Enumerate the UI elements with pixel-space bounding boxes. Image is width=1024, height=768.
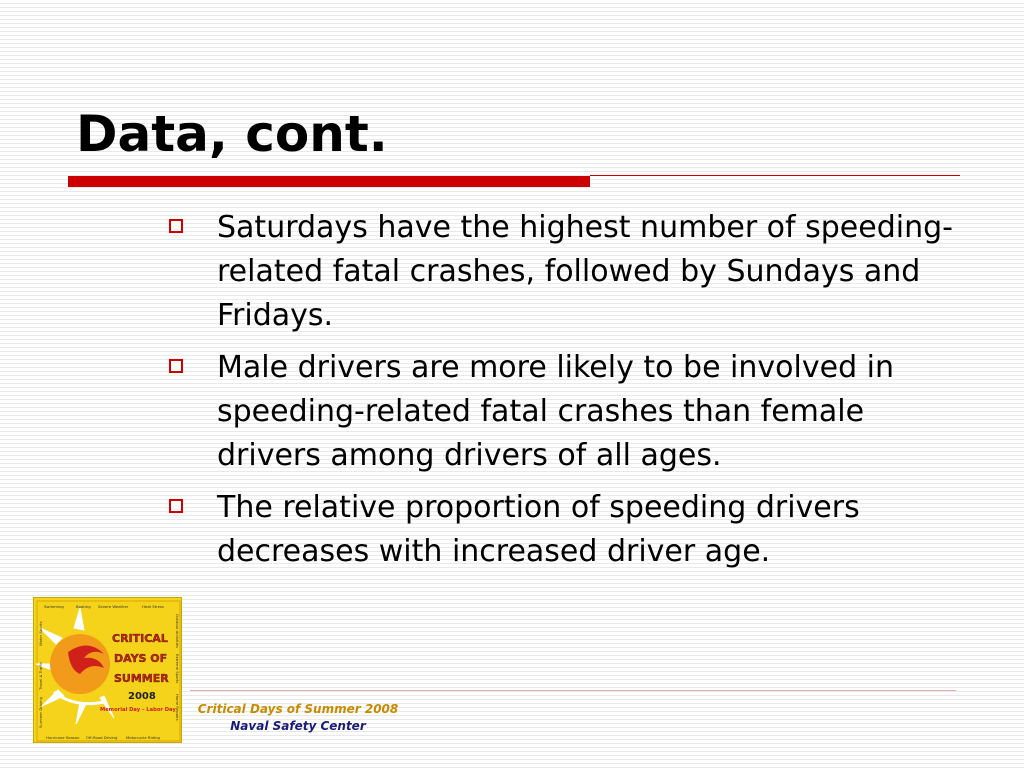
logo-left-label: Summer Driving: [38, 697, 43, 728]
logo-bottom-label: Off-Road Driving: [86, 735, 118, 740]
square-bullet-icon: [169, 359, 183, 373]
bullet-item: [167, 206, 967, 338]
footer: [190, 700, 406, 734]
logo-top-label: Boating: [76, 604, 91, 609]
footer-organization: Naval Safety Center: [230, 719, 366, 733]
bullet-list: [167, 206, 967, 582]
slide-title: Data, cont.: [76, 105, 388, 163]
square-bullet-icon: [169, 499, 183, 513]
footer-campaign-title: Critical Days of Summer 2008: [197, 702, 399, 716]
logo-right-label: Extreme Sports: [175, 654, 180, 684]
logo-wordmark-line1: CRITICAL: [112, 632, 168, 645]
bullet-text: Male drivers are more likely to be involved in speeding-related fatal crashes than female drivers among drivers of all ages.: [217, 350, 894, 473]
logo-right-label: Home Repairs: [175, 694, 180, 721]
footer-divider: [190, 690, 956, 691]
logo-top-label: Swimming: [44, 604, 64, 609]
critical-days-logo: [33, 597, 182, 743]
bullet-text: The relative proportion of speeding drivers decreases with increased driver age.: [217, 490, 860, 569]
logo-wordmark-line2: DAYS OF: [114, 652, 168, 665]
logo-right-label: Outdoor Activities: [175, 614, 180, 649]
title-underline-thin: [590, 175, 960, 176]
logo-bottom-label: Motorcycle Riding: [126, 735, 160, 740]
logo-left-label: Travel & Traffic: [38, 661, 43, 690]
logo-top-label: Heat Stress: [142, 604, 164, 609]
logo-bottom-label: Hurricane Season: [46, 735, 80, 740]
logo-left-label: Water Sports: [38, 621, 43, 646]
bullet-item: [167, 346, 967, 478]
square-bullet-icon: [169, 219, 183, 233]
logo-dates: Memorial Day – Labor Day: [100, 707, 176, 713]
bullet-text: Saturdays have the highest number of speeding-related fatal crashes, followed by Sundays and Fridays.: [217, 210, 953, 333]
logo-year: 2008: [128, 691, 156, 702]
logo-wordmark-line3: SUMMER: [114, 672, 169, 685]
bullet-item: [167, 486, 967, 574]
logo-artwork: [34, 598, 182, 743]
title-underline-thick: [68, 176, 590, 187]
logo-top-label: Severe Weather: [98, 604, 129, 609]
